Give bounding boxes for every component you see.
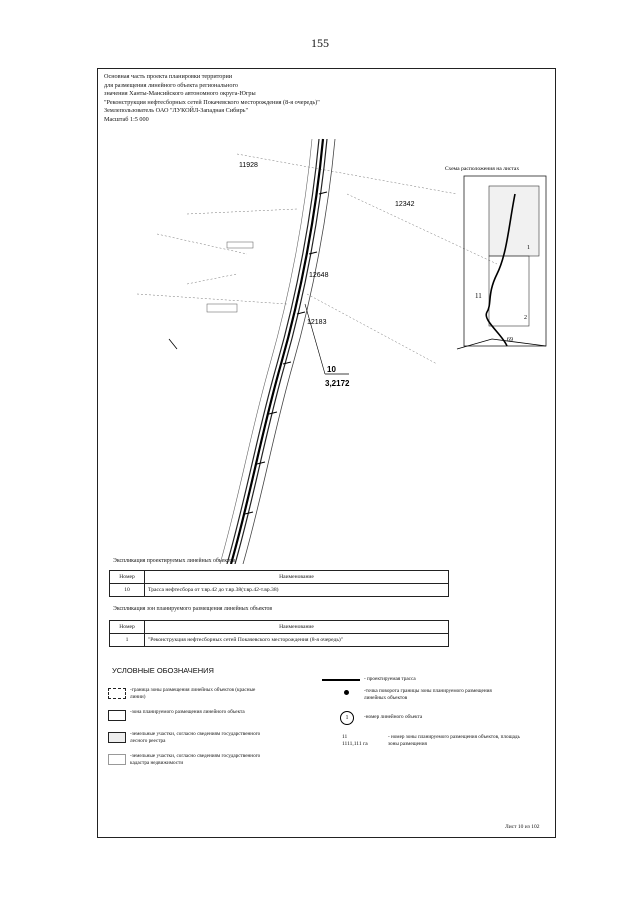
table-header-cell: Наименование — [145, 571, 449, 584]
table-header-row — [110, 571, 449, 584]
legend-symbol-object-number: 1 — [340, 711, 354, 725]
table-row — [110, 634, 449, 647]
sheet-number: Лист 10 из 102 — [505, 824, 540, 830]
table-cell: 1 — [110, 634, 145, 647]
table-header-row — [110, 621, 449, 634]
inset-label: 1 — [527, 245, 530, 251]
parcel-label: 11928 — [239, 162, 258, 169]
legend-item: -зона планируемого размещения линейного объекта — [130, 709, 245, 715]
header-line: для размещения линейного объекта регионального — [104, 81, 238, 89]
object-number: 10 — [327, 365, 336, 374]
corridor-ticks — [245, 192, 327, 514]
table-cell: "Реконструкция нефтесборных сетей Покачевского месторождения (8-я очередь)" — [145, 634, 449, 647]
legend-item: -граница зоны размещения линейных объектов (красные линии) — [130, 687, 256, 700]
legend-item: -земельные участки, согласно сведениям государственного кадастра недвижимости — [130, 753, 261, 766]
table2-caption: Экспликация зон планируемого размещения линейных объектов — [113, 606, 273, 612]
table1 — [109, 570, 449, 597]
table2 — [109, 620, 449, 647]
legend-item: -земельные участки, согласно сведениям государственного лесного реестра — [130, 731, 261, 744]
map-structure — [207, 304, 237, 312]
parcel-label: 12648 — [309, 272, 329, 279]
inset-sheet-2 — [489, 256, 529, 326]
inset-label: 69 — [507, 337, 513, 343]
inset-label: 2 — [524, 315, 527, 321]
sheet-header — [104, 73, 404, 125]
map-structure — [227, 242, 253, 248]
map-mark — [169, 339, 177, 349]
legend-item: - номер зоны планируемого размещения объектов, площадь зоны размещения — [388, 734, 520, 747]
legend-symbol-zone — [108, 710, 126, 721]
callout-leader — [305, 304, 325, 374]
legend-title: УСЛОВНЫЕ ОБОЗНАЧЕНИЯ — [112, 666, 214, 675]
legend-zone-area-symbol: 1111,111 га — [342, 741, 368, 747]
table-header-cell: Номер — [110, 571, 145, 584]
legend-symbol-turn-point — [344, 690, 349, 695]
map-canvas — [97, 134, 555, 564]
legend-symbol-forest — [108, 732, 126, 743]
legend-symbol-boundary — [108, 688, 126, 699]
inset-label: 11 — [475, 292, 482, 300]
table-cell: 10 — [110, 584, 145, 597]
legend-item: -точка поворота границы зоны планируемого размещения линейных объектов — [364, 688, 492, 701]
header-line: Землепользователь ОАО "ЛУКОЙЛ-Западная Сибирь" — [104, 107, 249, 115]
pipeline-corridor — [220, 139, 335, 564]
legend-item: -номер линейного объекта — [364, 714, 423, 720]
legend-symbol-route — [322, 679, 360, 681]
legend-symbol-cadastre — [108, 754, 126, 765]
header-line: Масштаб 1:5 000 — [104, 115, 149, 123]
table-row — [110, 584, 449, 597]
legend-item: - проектируемая трасса — [364, 676, 416, 682]
object-area: 3,2172 — [325, 379, 350, 388]
inset-title: Схема расположения на листах — [444, 166, 520, 172]
header-line: "Реконструкция нефтесборных сетей Покачевского месторождения (8-я очередь)" — [104, 98, 320, 106]
inset-road — [457, 339, 546, 349]
parcel-label: 12342 — [395, 201, 415, 208]
table-cell: Трасса нефтесбора от т.вр.42 до т.вр.38(т.вр.42-т.вр.38) — [145, 584, 449, 597]
table-header-cell: Номер — [110, 621, 145, 634]
page-number: 155 — [311, 36, 329, 50]
table-header-cell: Наименование — [145, 621, 449, 634]
header-line: Основная часть проекта планировки территории — [104, 73, 233, 80]
table1-caption: Экспликация проектируемых линейных объектов — [113, 558, 236, 564]
legend-zone-number-symbol: 11 — [342, 734, 348, 740]
inset-map — [445, 166, 546, 349]
parcel-label: 12183 — [307, 319, 327, 326]
header-line: значения Ханты-Мансийского автономного округа-Югры — [104, 90, 256, 98]
